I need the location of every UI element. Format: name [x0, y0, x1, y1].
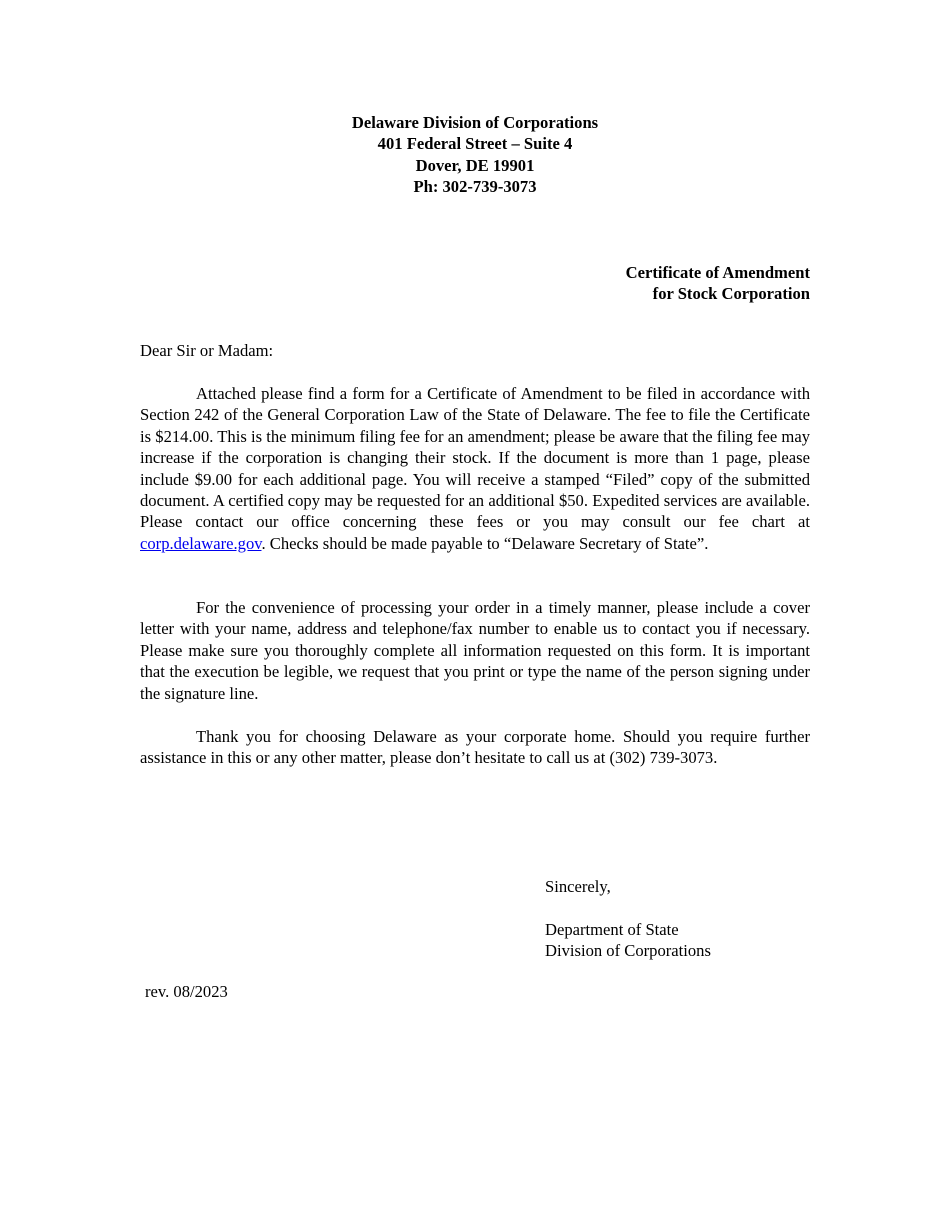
signature-line-1: Department of State — [545, 920, 679, 939]
phone-number: Ph: 302-739-3073 — [413, 177, 537, 197]
revision-date: rev. 08/2023 — [145, 982, 228, 1001]
fee-chart-link[interactable]: corp.delaware.gov — [140, 533, 262, 553]
title-line-1: Certificate of Amendment — [625, 263, 810, 282]
letterhead — [140, 112, 810, 198]
city-state-zip: Dover, DE 19901 — [415, 155, 535, 175]
title-line-2: for Stock Corporation — [652, 284, 810, 304]
paragraph-thank-you: Thank you for choosing Delaware as your corporate home. Should you require further assistance in this or any other matter, please don’t hesitate to call us at (302) 739-3073. — [140, 727, 810, 768]
signature-block — [545, 919, 711, 962]
paragraph-fees-text-end: . Checks should be made payable to “Delaware Secretary of State”. — [261, 533, 709, 553]
salutation: Dear Sir or Madam: — [140, 341, 274, 360]
paragraph-processing: For the convenience of processing your order in a timely manner, please include a cover letter with your name, address and telephone/fax number to enable us to contact you if necessary. Please make sure you thoroughly complete all information requested on this form. It is important that the execution be legible, we request that you print or type the name of the person signing under the signature line. — [140, 598, 810, 703]
paragraph-fees — [140, 383, 810, 554]
closing: Sincerely, — [545, 877, 611, 896]
signature-line-2: Division of Corporations — [545, 941, 711, 961]
street-address: 401 Federal Street – Suite 4 — [377, 134, 573, 154]
paragraph-fees-text: Attached please find a form for a Certificate of Amendment to be filed in accordance with Section 242 of the General Corporation Law of the State of Delaware. The fee to file the Certificate is $214.00. This is the minimum filing fee for an amendment; please be aware that the filing fee may increase if the corporation is changing their stock. If the document is more than 1 page, please include $9.00 for each additional page. You will receive a stamped “Filed” copy of the submitted document. A certified copy may be requested for an additional $50. Expedited services are available. Please contact our office concerning these fees or you may consult our fee chart at — [140, 384, 810, 532]
document-title — [140, 262, 810, 305]
org-name: Delaware Division of Corporations — [351, 113, 599, 132]
